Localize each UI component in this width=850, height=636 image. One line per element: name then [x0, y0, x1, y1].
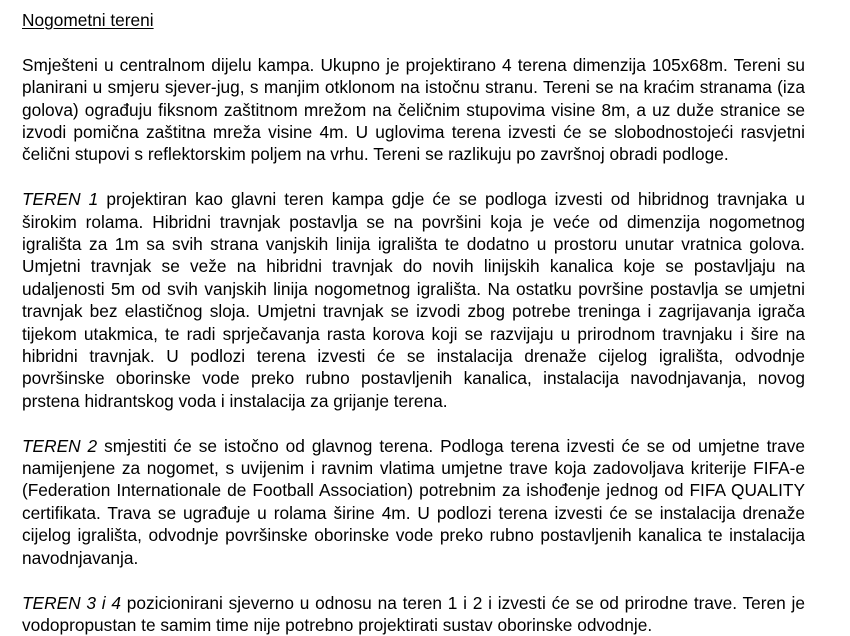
teren-1-label: TEREN 1 — [22, 189, 98, 209]
teren-2-label: TEREN 2 — [22, 436, 97, 456]
teren-3-4-paragraph — [22, 592, 805, 636]
teren-1-text: projektiran kao glavni teren kampa gdje će se podloga izvesti od hibridnog travnjaka u širokim rolama. Hibridni travnjak postavlja se na površini koja je veće od dimenzija nogometnog igrališta za 1m sa svih strana vanjskih linija igrališta te dodatno u prostoru unutar vratnica golova. Umjetni travnjak se veže na hibridni travnjak do novih linijskih kanalica koje se postavljaju na udaljenosti 5m od svih vanjskih linija nogometnog igrališta. Na ostatku površine postavlja se umjetni travnjak bez elastičnog sloja. Umjetni travnjak se izvodi zbog potrebe treninga i zagrijavanja igrača tijekom utakmica, te radi sprječavanja rasta korova koji se razvijaju u prirodnom travnjaku i šire na hibridni travnjak. U podlozi terena izvesti će se instalacija drenaže cijelog igrališta, odvodnje površinske oborinske vode preko rubno postavljenih kanalica, instalacija navodnjavanja, novog prstena hidrantskog voda i instalacija za grijanje terena. — [22, 189, 805, 411]
teren-1-paragraph — [22, 188, 805, 412]
intro-paragraph: Smješteni u centralnom dijelu kampa. Ukupno je projektirano 4 terena dimenzija 105x68m. Tereni su planirani u smjeru sjever-jug, s manjim otklonom na istočnu stranu. Tereni se na kraćim stranama (iza golova) ograđuju fiksnom zaštitnom mrežom na čeličnim stupovima visine 8m, a uz duže stranice se izvodi pomična zaštitna mreža visine 4m. U uglovima terena izvesti će se slobodnostojeći rasvjetni čelični stupovi s reflektorskim poljem na vrhu. Tereni se razlikuju po završnoj obradi podloge. — [22, 54, 805, 166]
teren-2-text: smjestiti će se istočno od glavnog terena. Podloga terena izvesti će se od umjetne trave namijenjene za nogomet, s uvijenim i ravnim vlatima umjetne trave koja zadovoljava kriterije FIFA-e (Federation Internationale de Football Association) potrebnim za ishođenje jednog od FIFA QUALITY certifikata. Trava se ugrađuje u rolama širine 4m. U podlozi terena izvesti će se instalacija drenaže cijelog igrališta, odvodnje površinske oborinske vode preko rubno postavljenih kanalica te instalacija navodnjavanja. — [22, 436, 805, 568]
teren-3-4-text: pozicionirani sjeverno u odnosu na teren 1 i 2 i izvesti će se od prirodne trave. Teren je vodopropustan te samim time nije potrebno projektirati sustav oborinske odvodnje. — [22, 593, 805, 635]
document-page — [22, 9, 805, 636]
teren-2-paragraph — [22, 435, 805, 569]
section-heading: Nogometni tereni — [22, 9, 805, 31]
teren-3-4-label: TEREN 3 i 4 — [22, 593, 121, 613]
